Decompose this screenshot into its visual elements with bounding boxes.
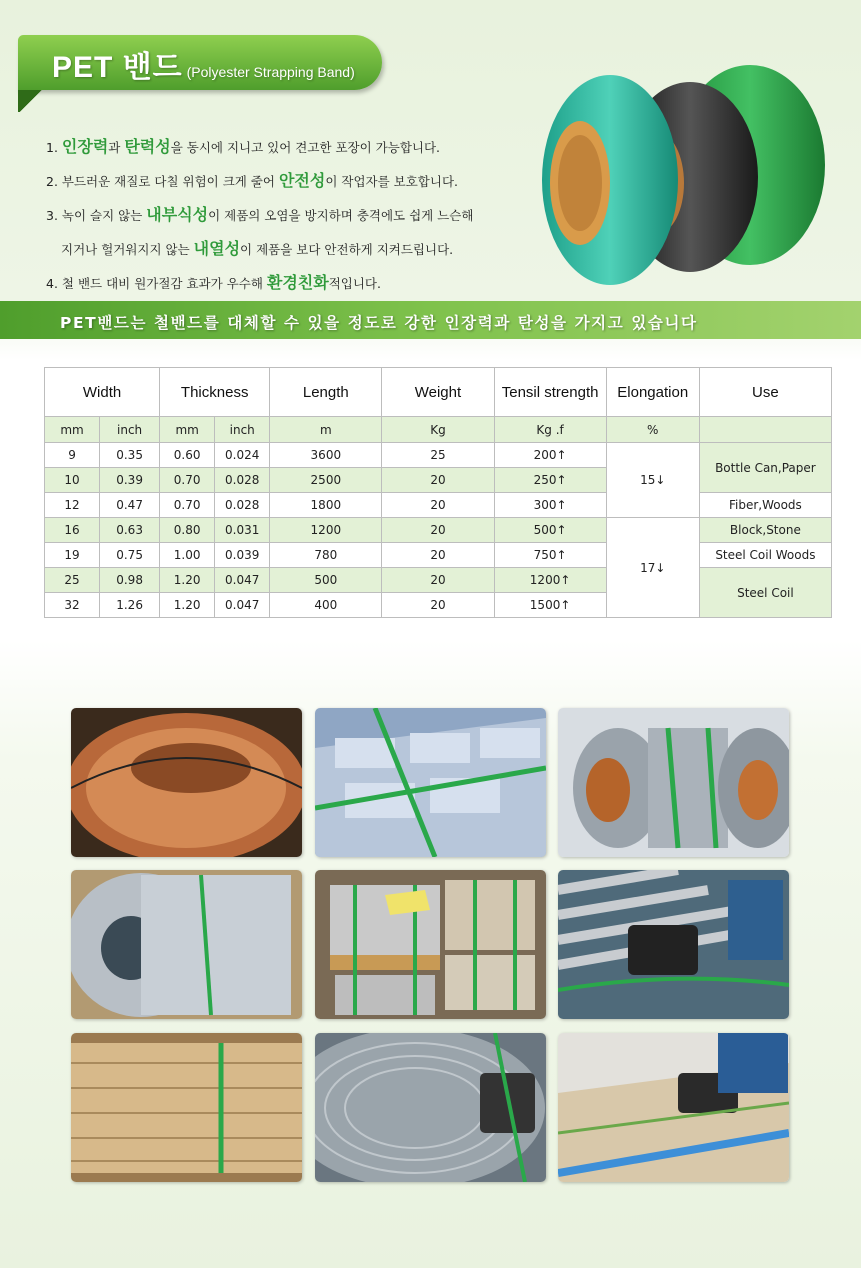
feature-text: 지거나 헐거워지지 않는 — [61, 242, 194, 257]
cell-width-mm: 12 — [45, 493, 100, 518]
feature-text: 1. — [46, 140, 62, 155]
unit-tensil: Kg .f — [494, 417, 606, 443]
feature-list — [46, 130, 546, 300]
photo-boxed-pallets — [315, 870, 546, 1019]
feature-line — [46, 164, 546, 198]
cell-use: Steel Coil Woods — [699, 543, 831, 568]
cell-thickness-mm: 1.20 — [160, 593, 215, 618]
feature-highlight: 인장력 — [61, 137, 109, 156]
cell-length: 2500 — [270, 468, 382, 493]
cell-thickness-inch: 0.028 — [215, 468, 270, 493]
headline-banner-text: PET밴드는 철밴드를 대체할 수 있을 정도로 강한 인장력과 탄성을 가지고 있습니다 — [60, 314, 698, 332]
photo-copper-wire-coil — [71, 708, 302, 857]
spec-table — [44, 367, 832, 618]
title-main: PET 밴드 — [52, 51, 183, 84]
unit-width-inch: inch — [100, 417, 160, 443]
cell-thickness-inch: 0.031 — [215, 518, 270, 543]
cell-thickness-mm: 0.80 — [160, 518, 215, 543]
page-title — [52, 42, 355, 86]
cell-use: Block,Stone — [699, 518, 831, 543]
cell-weight: 20 — [382, 593, 494, 618]
cell-tensil-strength: 250↑ — [494, 468, 606, 493]
cell-length: 1200 — [270, 518, 382, 543]
cell-weight: 20 — [382, 543, 494, 568]
cell-width-inch: 0.75 — [100, 543, 160, 568]
header-tensil-strength: Tensil strength — [494, 368, 606, 417]
pet-band-coils-image — [540, 55, 840, 285]
cell-weight: 20 — [382, 468, 494, 493]
feature-text: 적입니다. — [328, 276, 381, 291]
cell-tensil-strength: 300↑ — [494, 493, 606, 518]
cell-width-inch: 0.63 — [100, 518, 160, 543]
feature-text: 이 제품을 보다 안전하게 지켜드립니다. — [240, 242, 454, 257]
header-weight: Weight — [382, 368, 494, 417]
cell-use: Steel Coil — [699, 568, 831, 618]
unit-elongation: % — [606, 417, 699, 443]
cell-elongation: 17↓ — [606, 518, 699, 618]
unit-length: m — [270, 417, 382, 443]
cell-length: 3600 — [270, 443, 382, 468]
cell-width-inch: 0.39 — [100, 468, 160, 493]
feature-highlight: 탄력성 — [124, 137, 171, 156]
photo-strapping-tool-pipes — [558, 870, 789, 1019]
cell-weight: 20 — [382, 518, 494, 543]
cell-width-inch: 0.35 — [100, 443, 160, 468]
cell-width-mm: 19 — [45, 543, 100, 568]
cell-use: Fiber,Woods — [699, 493, 831, 518]
cell-thickness-mm: 0.70 — [160, 493, 215, 518]
photo-aluminum-ingots — [315, 708, 546, 857]
cell-length: 500 — [270, 568, 382, 593]
cell-length: 780 — [270, 543, 382, 568]
cell-tensil-strength: 500↑ — [494, 518, 606, 543]
feature-text: 3. 녹이 슬지 않는 — [46, 208, 147, 223]
cell-elongation: 15↓ — [606, 443, 699, 518]
cell-thickness-inch: 0.028 — [215, 493, 270, 518]
cell-thickness-mm: 1.00 — [160, 543, 215, 568]
cell-thickness-mm: 0.70 — [160, 468, 215, 493]
feature-line — [46, 232, 546, 266]
table-row — [45, 443, 832, 468]
header-width: Width — [45, 368, 160, 417]
cell-width-inch: 1.26 — [100, 593, 160, 618]
cell-use: Bottle Can,Paper — [699, 443, 831, 493]
cell-length: 400 — [270, 593, 382, 618]
photo-metal-coil — [71, 870, 302, 1019]
feature-line — [46, 266, 546, 300]
header-elongation: Elongation — [606, 368, 699, 417]
feature-text: 이 제품의 오염을 방지하며 충격에도 쉽게 느슨해 — [208, 208, 474, 223]
cell-thickness-inch: 0.047 — [215, 593, 270, 618]
cell-width-mm: 25 — [45, 568, 100, 593]
table-row — [45, 493, 832, 518]
cell-length: 1800 — [270, 493, 382, 518]
cell-width-mm: 9 — [45, 443, 100, 468]
cell-weight: 20 — [382, 493, 494, 518]
feature-text: 2. 부드러운 재질로 다칠 위험이 크게 줄어 — [46, 174, 279, 189]
cell-weight: 25 — [382, 443, 494, 468]
cell-thickness-inch: 0.047 — [215, 568, 270, 593]
cell-tensil-strength: 1500↑ — [494, 593, 606, 618]
feature-highlight: 내부식성 — [146, 205, 209, 224]
cell-width-inch: 0.98 — [100, 568, 160, 593]
table-row — [45, 568, 832, 593]
header-thickness: Thickness — [160, 368, 270, 417]
unit-use — [699, 417, 831, 443]
cell-tensil-strength: 1200↑ — [494, 568, 606, 593]
cell-thickness-mm: 0.60 — [160, 443, 215, 468]
cell-tensil-strength: 200↑ — [494, 443, 606, 468]
cell-thickness-inch: 0.039 — [215, 543, 270, 568]
title-ribbon-fold — [18, 90, 44, 112]
title-subtitle: (Polyester Strapping Band) — [186, 64, 355, 80]
feature-text: 4. 철 밴드 대비 원가절감 효과가 우수해 — [46, 276, 267, 291]
cell-tensil-strength: 750↑ — [494, 543, 606, 568]
feature-highlight: 내열성 — [193, 239, 241, 258]
cell-thickness-mm: 1.20 — [160, 568, 215, 593]
unit-weight: Kg — [382, 417, 494, 443]
feature-line — [46, 198, 546, 232]
unit-width-mm: mm — [45, 417, 100, 443]
feature-text: 을 동시에 지니고 있어 견고한 포장이 가능합니다. — [170, 140, 441, 155]
cell-width-inch: 0.47 — [100, 493, 160, 518]
table-row — [45, 543, 832, 568]
feature-line — [46, 130, 546, 164]
feature-highlight: 환경친화 — [266, 273, 329, 292]
unit-thickness-inch: inch — [215, 417, 270, 443]
cell-width-mm: 16 — [45, 518, 100, 543]
photo-wire-rod-coil — [315, 1033, 546, 1182]
table-units-row — [45, 417, 832, 443]
cell-thickness-inch: 0.024 — [215, 443, 270, 468]
table-header-row — [45, 368, 832, 417]
feature-text: 과 — [108, 140, 125, 155]
feature-text: 이 작업자를 보호합니다. — [325, 174, 458, 189]
table-row — [45, 518, 832, 543]
photo-strapping-cardboard — [558, 1033, 789, 1182]
photo-lumber-stack — [71, 1033, 302, 1182]
header-length: Length — [270, 368, 382, 417]
feature-highlight: 안전성 — [278, 171, 326, 190]
cell-width-mm: 32 — [45, 593, 100, 618]
cell-weight: 20 — [382, 568, 494, 593]
cell-width-mm: 10 — [45, 468, 100, 493]
unit-thickness-mm: mm — [160, 417, 215, 443]
header-use: Use — [699, 368, 831, 417]
photo-steel-coil-banded — [558, 708, 789, 857]
